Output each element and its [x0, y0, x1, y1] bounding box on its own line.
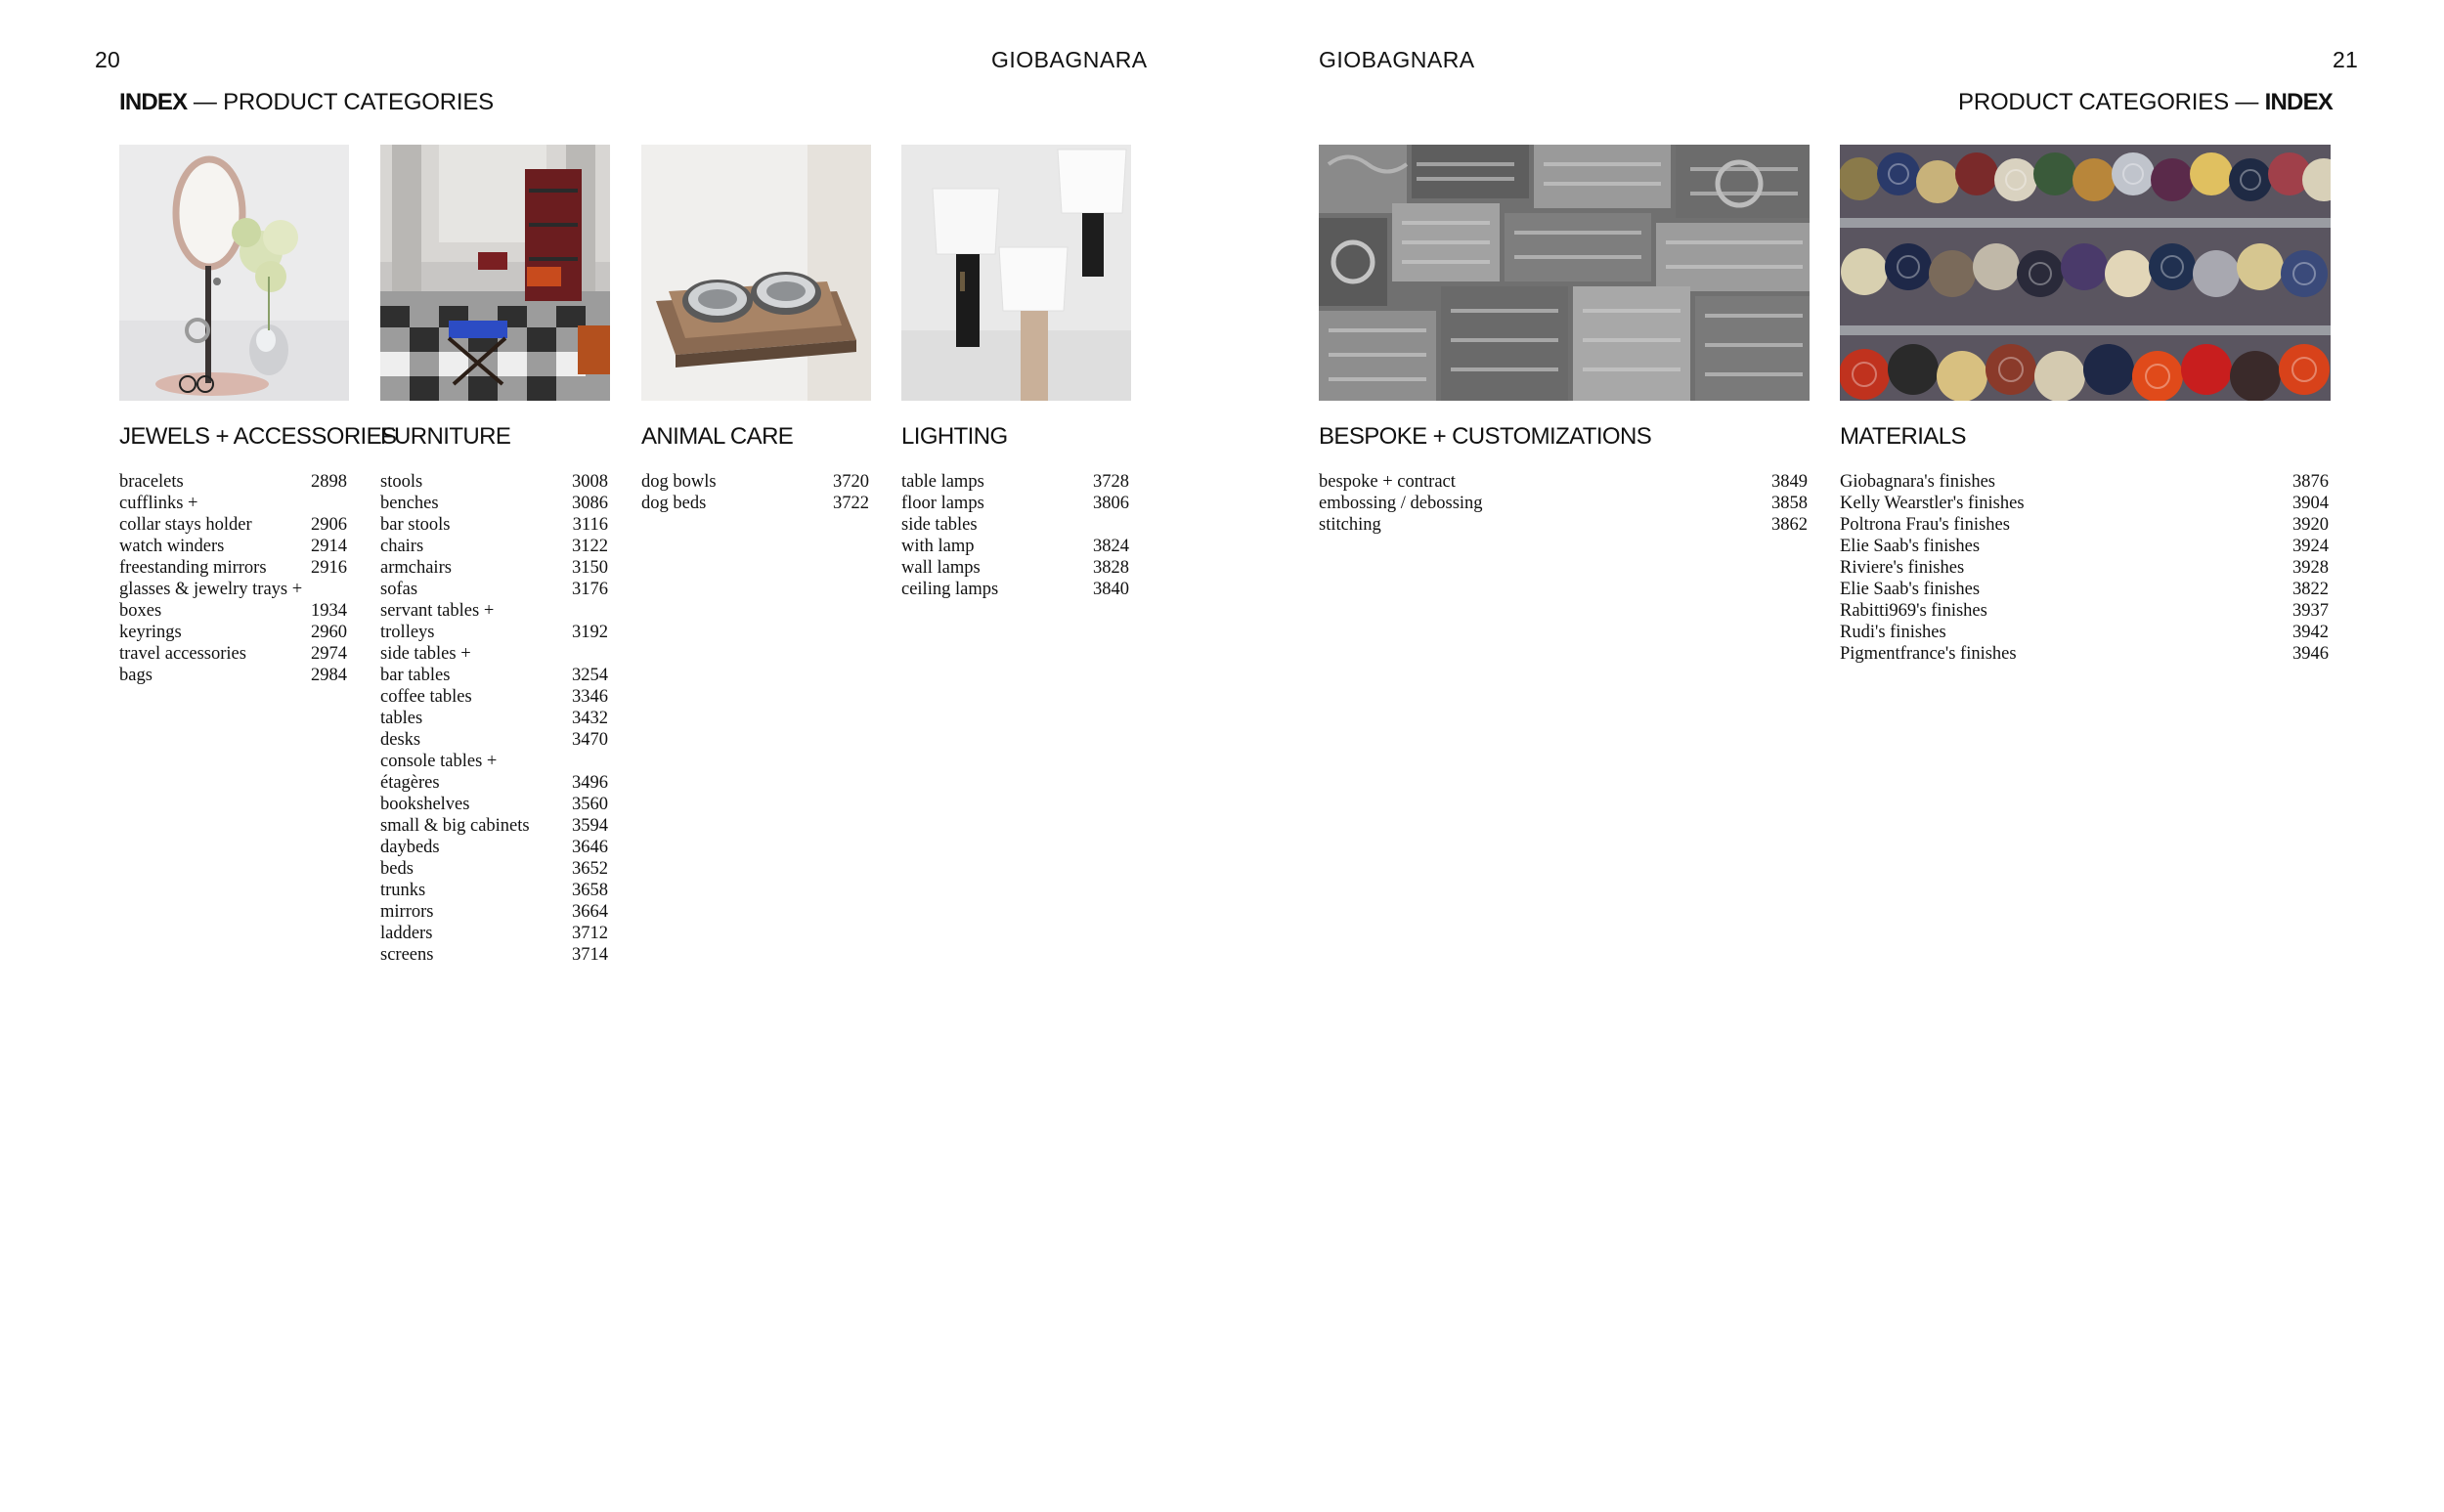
entry-label: trolleys: [380, 623, 435, 642]
index-entry: [1840, 471, 2331, 493]
index-entry: [380, 794, 610, 815]
category-title: JEWELS + ACCESSORIES: [119, 423, 397, 450]
index-entry: [641, 471, 871, 493]
left-page-number: 20: [95, 47, 120, 72]
left-page-brand: GIOBAGNARA: [991, 47, 1148, 72]
index-entry: [1319, 471, 1810, 493]
entry-label: Rabitti969's finishes: [1840, 601, 1987, 621]
entry-label: console tables +: [380, 752, 498, 771]
entry-label: small & big cabinets: [380, 816, 530, 836]
index-entry: [380, 643, 610, 665]
index-entry: [901, 557, 1131, 579]
entry-page-number: 3122: [572, 537, 608, 556]
index-entry: [380, 944, 610, 966]
category-title: MATERIALS: [1840, 423, 1966, 450]
leather-rolls-photo: [1840, 145, 2331, 401]
entry-page-number: 3849: [1771, 472, 1808, 492]
index-entry: [119, 643, 349, 665]
index-entry: [1840, 557, 2331, 579]
index-entry: [380, 815, 610, 837]
entry-label: Kelly Wearstler's finishes: [1840, 494, 2025, 513]
entry-page-number: 3346: [572, 687, 608, 707]
category-materials: [1840, 145, 2331, 665]
entry-label: dog bowls: [641, 472, 717, 492]
entry-label: screens: [380, 945, 434, 965]
index-entry: [380, 923, 610, 944]
entry-page-number: 3254: [572, 666, 608, 685]
entry-list: [1319, 471, 1810, 536]
entry-page-number: 2914: [311, 537, 347, 556]
index-entry: [901, 471, 1131, 493]
category-lighting: [901, 145, 1131, 600]
entry-label: keyrings: [119, 623, 182, 642]
category-jewels-accessories: [119, 145, 397, 686]
entry-page-number: 3920: [2292, 515, 2329, 535]
entry-page-number: 2898: [311, 472, 347, 492]
entry-label: mirrors: [380, 902, 434, 922]
entry-page-number: [347, 493, 349, 514]
entry-page-number: [1129, 514, 1131, 536]
category-title: FURNITURE: [380, 423, 511, 450]
index-entry: [1840, 579, 2331, 600]
entry-page-number: 2916: [311, 558, 347, 578]
entry-label: glasses & jewelry trays +: [119, 580, 303, 599]
entry-label: armchairs: [380, 558, 452, 578]
entry-list: [901, 471, 1131, 600]
entry-label: Giobagnara's finishes: [1840, 472, 1996, 492]
entry-label: collar stays holder: [119, 515, 252, 535]
right-page-brand: GIOBAGNARA: [1319, 47, 1475, 72]
index-entry: [119, 665, 349, 686]
entry-label: bar tables: [380, 666, 451, 685]
entry-label: sofas: [380, 580, 418, 599]
index-entry: [380, 708, 610, 729]
entry-label: Pigmentfrance's finishes: [1840, 644, 2017, 664]
index-entry: [1840, 536, 2331, 557]
index-entry: [1319, 493, 1810, 514]
entry-page-number: 3470: [572, 730, 608, 750]
entry-page-number: [608, 751, 610, 772]
entry-page-number: 3560: [572, 795, 608, 814]
entry-page-number: 2974: [311, 644, 347, 664]
entry-label: ceiling lamps: [901, 580, 999, 599]
entry-page-number: 3728: [1093, 472, 1129, 492]
entry-label: Elie Saab's finishes: [1840, 537, 1981, 556]
entry-label: boxes: [119, 601, 162, 621]
index-entry: [380, 557, 610, 579]
entry-label: coffee tables: [380, 687, 472, 707]
category-title: ANIMAL CARE: [641, 423, 794, 450]
left-page-title: [119, 89, 494, 116]
index-entry: [380, 751, 610, 772]
entry-label: tables: [380, 709, 423, 728]
index-entry: [380, 536, 610, 557]
left-title-rest: — PRODUCT CATEGORIES: [187, 89, 494, 115]
index-entry: [380, 471, 610, 493]
entry-page-number: 3942: [2292, 623, 2329, 642]
entry-label: watch winders: [119, 537, 225, 556]
entry-label: Poltrona Frau's finishes: [1840, 515, 2010, 535]
left-title-bold: INDEX: [119, 89, 188, 115]
index-entry: [119, 557, 349, 579]
entry-page-number: 3720: [833, 472, 869, 492]
entry-label: servant tables +: [380, 601, 495, 621]
entry-page-number: 3086: [572, 494, 608, 513]
index-entry: [1319, 514, 1810, 536]
category-bespoke-customizations: [1319, 145, 1810, 536]
entry-label: bar stools: [380, 515, 451, 535]
index-entry: [1840, 600, 2331, 622]
entry-label: stitching: [1319, 515, 1381, 535]
entry-page-number: 3862: [1771, 515, 1808, 535]
index-entry: [119, 471, 349, 493]
entry-label: bookshelves: [380, 795, 470, 814]
index-entry: [119, 514, 349, 536]
index-entry: [380, 665, 610, 686]
index-entry: [380, 493, 610, 514]
entry-page-number: 2960: [311, 623, 347, 642]
entry-page-number: 3192: [572, 623, 608, 642]
entry-label: dog beds: [641, 494, 707, 513]
entry-page-number: 3150: [572, 558, 608, 578]
entry-page-number: 3946: [2292, 644, 2329, 664]
index-entry: [380, 579, 610, 600]
entry-label: bracelets: [119, 472, 184, 492]
entry-page-number: 2984: [311, 666, 347, 685]
entry-page-number: 3822: [2292, 580, 2329, 599]
index-entry: [119, 600, 349, 622]
index-entry: [119, 622, 349, 643]
entry-label: ladders: [380, 924, 433, 943]
entry-page-number: 3664: [572, 902, 608, 922]
entry-label: Rudi's finishes: [1840, 623, 1946, 642]
index-entry: [380, 514, 610, 536]
entry-label: floor lamps: [901, 494, 984, 513]
entry-page-number: 3722: [833, 494, 869, 513]
entry-page-number: 3858: [1771, 494, 1808, 513]
entry-page-number: 3714: [572, 945, 608, 965]
category-furniture: [380, 145, 610, 966]
entry-page-number: 3806: [1093, 494, 1129, 513]
entry-page-number: 3008: [572, 472, 608, 492]
entry-label: desks: [380, 730, 421, 750]
entry-page-number: 3876: [2292, 472, 2329, 492]
furniture-interior-photo: [380, 145, 610, 401]
entry-label: cufflinks +: [119, 494, 198, 513]
embossing-plates-photo: [1319, 145, 1810, 401]
index-entry: [1840, 622, 2331, 643]
entry-label: trunks: [380, 881, 426, 900]
entry-label: side tables: [901, 515, 978, 535]
entry-page-number: 3652: [572, 859, 608, 879]
category-title: BESPOKE + CUSTOMIZATIONS: [1319, 423, 1652, 450]
index-entry: [380, 772, 610, 794]
index-entry: [380, 837, 610, 858]
index-entry: [380, 622, 610, 643]
index-entry: [901, 514, 1131, 536]
entry-label: freestanding mirrors: [119, 558, 267, 578]
entry-label: benches: [380, 494, 439, 513]
index-entry: [1840, 493, 2331, 514]
entry-page-number: 3432: [572, 709, 608, 728]
entry-page-number: 3937: [2292, 601, 2329, 621]
entry-page-number: 3828: [1093, 558, 1129, 578]
entry-label: table lamps: [901, 472, 984, 492]
right-page-title: [1958, 89, 2333, 116]
entry-page-number: 3594: [572, 816, 608, 836]
entry-label: wall lamps: [901, 558, 981, 578]
entry-label: bespoke + contract: [1319, 472, 1456, 492]
entry-page-number: [608, 643, 610, 665]
entry-page-number: 2906: [311, 515, 347, 535]
index-entry: [380, 600, 610, 622]
entry-page-number: 3904: [2292, 494, 2329, 513]
index-entry: [380, 729, 610, 751]
entry-label: bags: [119, 666, 153, 685]
entry-label: Riviere's finishes: [1840, 558, 1965, 578]
entry-label: beds: [380, 859, 414, 879]
entry-page-number: [608, 600, 610, 622]
entry-page-number: 3176: [572, 580, 608, 599]
entry-list: [380, 471, 610, 966]
index-entry: [1840, 643, 2331, 665]
index-entry: [901, 579, 1131, 600]
entry-page-number: 3496: [572, 773, 608, 793]
index-entry: [380, 880, 610, 901]
index-entry: [380, 858, 610, 880]
entry-page-number: 3658: [572, 881, 608, 900]
entry-page-number: 3712: [572, 924, 608, 943]
entry-label: side tables +: [380, 644, 471, 664]
category-animal-care: [641, 145, 871, 514]
index-entry: [1840, 514, 2331, 536]
entry-list: [1840, 471, 2331, 665]
entry-page-number: 3928: [2292, 558, 2329, 578]
entry-label: chairs: [380, 537, 424, 556]
entry-page-number: 3840: [1093, 580, 1129, 599]
index-entry: [380, 686, 610, 708]
right-title-bold: INDEX: [2264, 89, 2333, 115]
index-entry: [641, 493, 871, 514]
index-entry: [901, 536, 1131, 557]
entry-label: étagères: [380, 773, 440, 793]
entry-page-number: 3924: [2292, 537, 2329, 556]
category-title: LIGHTING: [901, 423, 1008, 450]
index-entry: [901, 493, 1131, 514]
entry-page-number: 3646: [572, 838, 608, 857]
table-lamps-photo: [901, 145, 1131, 401]
entry-label: daybeds: [380, 838, 440, 857]
index-entry: [119, 579, 349, 600]
entry-page-number: 1934: [311, 601, 347, 621]
entry-label: embossing / debossing: [1319, 494, 1483, 513]
entry-label: travel accessories: [119, 644, 246, 664]
entry-label: stools: [380, 472, 423, 492]
entry-page-number: 3824: [1093, 537, 1129, 556]
entry-page-number: [347, 579, 349, 600]
entry-list: [641, 471, 871, 514]
right-page-number: 21: [2333, 47, 2358, 72]
entry-label: Elie Saab's finishes: [1840, 580, 1981, 599]
entry-label: with lamp: [901, 537, 975, 556]
mirror-stand-photo: [119, 145, 349, 401]
entry-list: [119, 471, 349, 686]
right-title-rest: PRODUCT CATEGORIES —: [1958, 89, 2265, 115]
entry-page-number: 3116: [572, 515, 608, 535]
index-entry: [380, 901, 610, 923]
dog-bowls-photo: [641, 145, 871, 401]
index-entry: [119, 536, 349, 557]
index-entry: [119, 493, 349, 514]
